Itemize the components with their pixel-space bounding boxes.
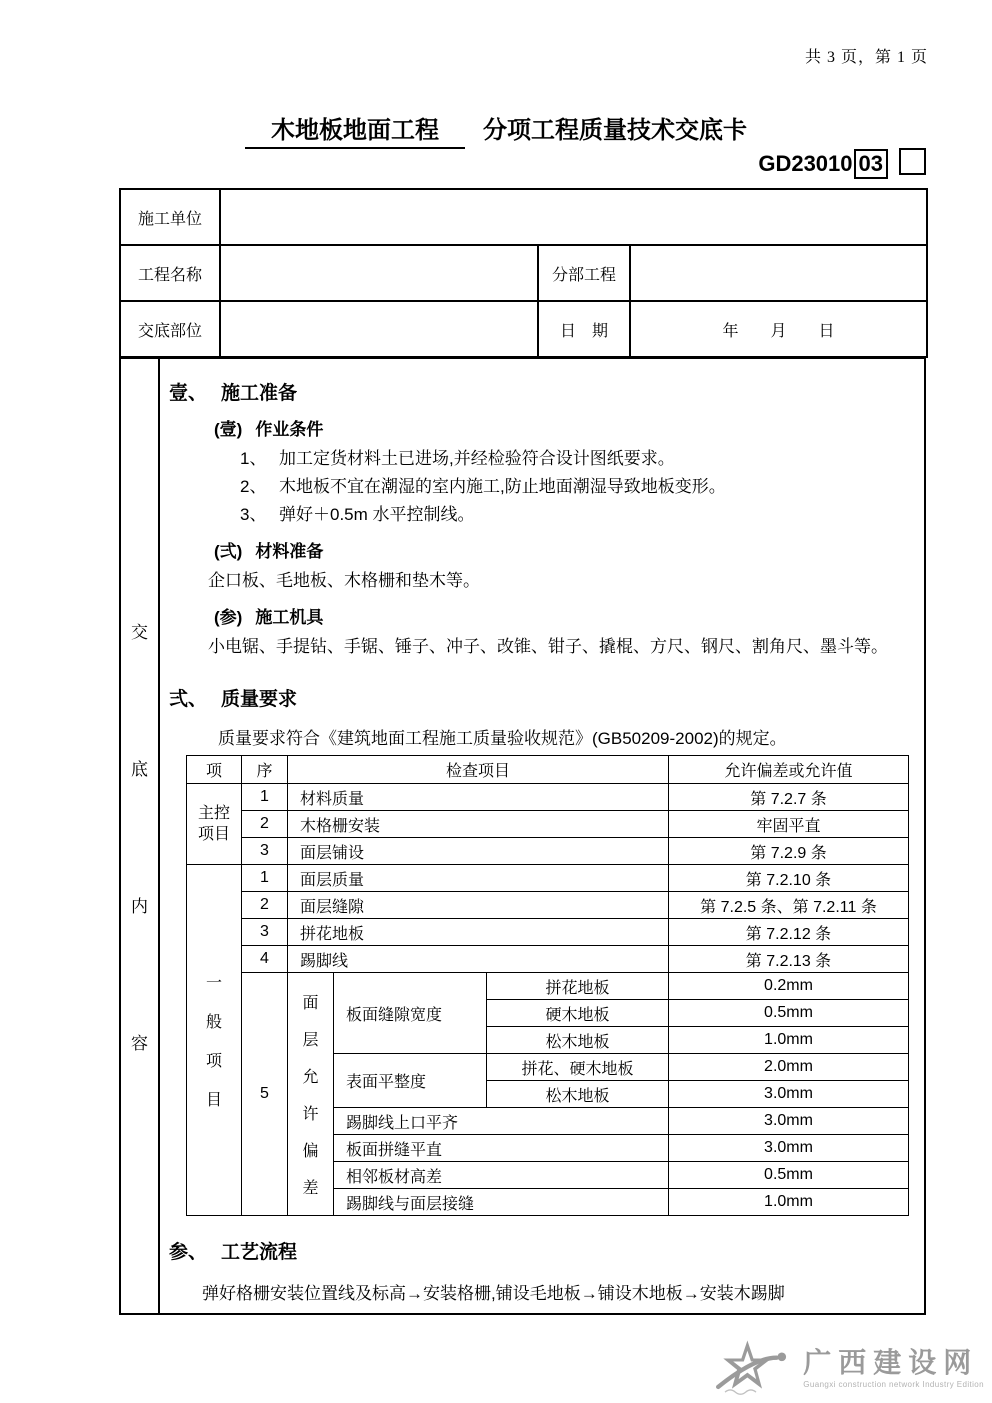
- allow-value-cell: 第 7.2.5 条、第 7.2.11 条: [669, 892, 909, 919]
- check-item-cell: 踢脚线上口平齐: [334, 1108, 669, 1135]
- header-seq: 序: [242, 756, 288, 784]
- title-card-name: 分项工程质量技术交底卡: [483, 117, 747, 144]
- section3-number: 参、: [169, 1242, 208, 1263]
- code-empty-box: [899, 148, 926, 175]
- list-item-text: 弹好＋0.5m 水平控制线。: [279, 505, 475, 524]
- seq-cell: 2: [242, 892, 288, 919]
- allow-value-cell: 3.0mm: [669, 1135, 909, 1162]
- construction-unit-value: [220, 189, 927, 245]
- section2-number: 弍、: [169, 689, 208, 710]
- section1-title: 施工准备: [221, 383, 298, 404]
- check-item-cell: 木格栅安装: [288, 811, 669, 838]
- tools-paragraph: 小电锯、手提钻、手锯、锤子、冲子、改锥、钳子、撬棍、方尺、钢尺、割角尺、墨斗等。: [208, 637, 888, 656]
- table-row: [187, 865, 909, 892]
- allow-value-cell: 0.2mm: [669, 973, 909, 1000]
- table-row: [187, 973, 909, 1000]
- allow-value-cell: 3.0mm: [669, 1108, 909, 1135]
- section1-number: 壹、: [169, 383, 208, 404]
- list-item-number: 2、: [240, 477, 267, 496]
- sub-item-cell: 硬木地板: [487, 1000, 669, 1027]
- subproject-value: [630, 245, 927, 301]
- date-label: 日 期: [538, 301, 630, 357]
- subproject-label: 分部工程: [538, 245, 630, 301]
- construction-unit-label: 施工单位: [120, 189, 220, 245]
- quality-table: [186, 755, 909, 1216]
- section3-title: 工艺流程: [221, 1242, 298, 1263]
- sub1-title: 作业条件: [255, 420, 324, 439]
- check-item-cell: 踢脚线与面层接缝: [334, 1189, 669, 1216]
- quality-table-header-row: [187, 756, 909, 784]
- header-allow: 允许偏差或允许值: [669, 756, 909, 784]
- info-table: [119, 188, 928, 358]
- allow-value-cell: 2.0mm: [669, 1054, 909, 1081]
- list-item: [240, 501, 924, 529]
- allow-value-cell: 0.5mm: [669, 1162, 909, 1189]
- disclosure-part-value: [220, 301, 538, 357]
- content-area: [160, 359, 924, 1313]
- list-item: [240, 445, 924, 473]
- sub3-heading: [214, 605, 924, 631]
- star-icon: [713, 1337, 799, 1399]
- general-group-cell: [187, 865, 242, 1216]
- table-row: [187, 919, 909, 946]
- sub3-title: 施工机具: [255, 608, 324, 627]
- section3-heading: [160, 1240, 924, 1266]
- allow-value-cell: 第 7.2.9 条: [669, 838, 909, 865]
- sidebar-vertical-label: 交 底 内 容: [131, 623, 148, 1053]
- sub1-number: (壹): [214, 420, 243, 439]
- sub2-heading: [214, 539, 924, 565]
- logo-text-block: [803, 1348, 984, 1389]
- list-item-text: 木地板不宜在潮湿的室内施工,防止地面潮湿导致地板变形。: [279, 477, 726, 496]
- allow-value-cell: 第 7.2.12 条: [669, 919, 909, 946]
- table-row: [187, 838, 909, 865]
- seq-cell: 2: [242, 811, 288, 838]
- header-check: 检查项目: [288, 756, 669, 784]
- disclosure-part-label: 交底部位: [120, 301, 220, 357]
- site-watermark: [713, 1337, 984, 1399]
- seq-cell: 1: [242, 865, 288, 892]
- check-item-cell: 面层质量: [288, 865, 669, 892]
- list-item-text: 加工定货材料土已进场,并经检验符合设计图纸要求。: [279, 449, 675, 468]
- list-item: [240, 473, 924, 501]
- code-suffix-box: 03: [854, 149, 888, 179]
- main-group-cell: [187, 784, 242, 865]
- logo-title: 广西建设网: [803, 1346, 979, 1378]
- logo-subtitle: Guangxi construction network Industry Edition: [803, 1379, 984, 1389]
- materials-paragraph: 企口板、毛地板、木格栅和垫木等。: [208, 571, 480, 590]
- section2-heading: [160, 687, 924, 713]
- sub-item-cell: 松木地板: [487, 1027, 669, 1054]
- table-row: [187, 811, 909, 838]
- seq-cell: 4: [242, 946, 288, 973]
- sub1-heading: [214, 417, 924, 443]
- header-item: 项: [187, 756, 242, 784]
- sub-item-cell: 松木地板: [487, 1081, 669, 1108]
- seq-cell: 3: [242, 919, 288, 946]
- document-code: [119, 148, 926, 179]
- table-row: [187, 892, 909, 919]
- section2-title: 质量要求: [221, 689, 298, 710]
- date-value: 年 月 日: [630, 301, 927, 357]
- sub2-number: (弍): [214, 542, 243, 561]
- allow-value-cell: 第 7.2.10 条: [669, 865, 909, 892]
- allow-value-cell: 3.0mm: [669, 1081, 909, 1108]
- check-item-cell: 面层铺设: [288, 838, 669, 865]
- allow-value-cell: 第 7.2.7 条: [669, 784, 909, 811]
- table-row: [187, 784, 909, 811]
- gap-group-name-cell: 板面缝隙宽度: [334, 973, 487, 1054]
- deviation-category-cell: [288, 973, 334, 1216]
- allow-value-cell: 牢固平直: [669, 811, 909, 838]
- sub-item-cell: 拼花、硬木地板: [487, 1054, 669, 1081]
- check-item-cell: 板面拼缝平直: [334, 1135, 669, 1162]
- page-number: 共 3 页，第 1 页: [804, 49, 928, 66]
- sidebar-strip: [121, 359, 160, 1313]
- flat-group-name-cell: 表面平整度: [334, 1054, 487, 1108]
- sub2-title: 材料准备: [255, 542, 324, 561]
- seq-cell: 1: [242, 784, 288, 811]
- section1-heading: [160, 381, 924, 407]
- project-name-label: 工程名称: [120, 245, 220, 301]
- disclosure-content-box: [119, 357, 926, 1315]
- list-item-number: 1、: [240, 449, 267, 468]
- check-item-cell: 相邻板材高差: [334, 1162, 669, 1189]
- list-item-number: 3、: [240, 505, 267, 524]
- general-group-name: 一 般 项 目: [205, 975, 222, 1109]
- allow-value-cell: 1.0mm: [669, 1189, 909, 1216]
- seq-cell: 3: [242, 838, 288, 865]
- quality-intro: 质量要求符合《建筑地面工程施工质量验收规范》(GB50209-2002)的规定。: [218, 729, 787, 748]
- deviation-category-name: 面 层 允 许 偏 差: [302, 995, 319, 1197]
- seq5-cell: 5: [242, 973, 288, 1216]
- check-item-cell: 面层缝隙: [288, 892, 669, 919]
- main-group-name: 主控项目: [197, 805, 230, 843]
- document-title: [0, 110, 992, 149]
- allow-value-cell: 1.0mm: [669, 1027, 909, 1054]
- sub-item-cell: 拼花地板: [487, 973, 669, 1000]
- project-name-value: [220, 245, 538, 301]
- allow-value-cell: 0.5mm: [669, 1000, 909, 1027]
- info-row-construction-unit: [120, 189, 927, 245]
- info-row-disclosure-part: [120, 301, 927, 357]
- info-row-project-name: [120, 245, 927, 301]
- check-item-cell: 踢脚线: [288, 946, 669, 973]
- allow-value-cell: 第 7.2.13 条: [669, 946, 909, 973]
- check-item-cell: 材料质量: [288, 784, 669, 811]
- title-project-type: 木地板地面工程: [245, 110, 465, 149]
- check-item-cell: 拼花地板: [288, 919, 669, 946]
- process-flow-text: 弹好格栅安装位置线及标高→安装格栅,铺设毛地板→铺设木地板→安装木踢脚: [202, 1284, 785, 1303]
- table-row: [187, 946, 909, 973]
- sub3-number: (参): [214, 608, 243, 627]
- code-prefix: GD23010: [758, 151, 853, 176]
